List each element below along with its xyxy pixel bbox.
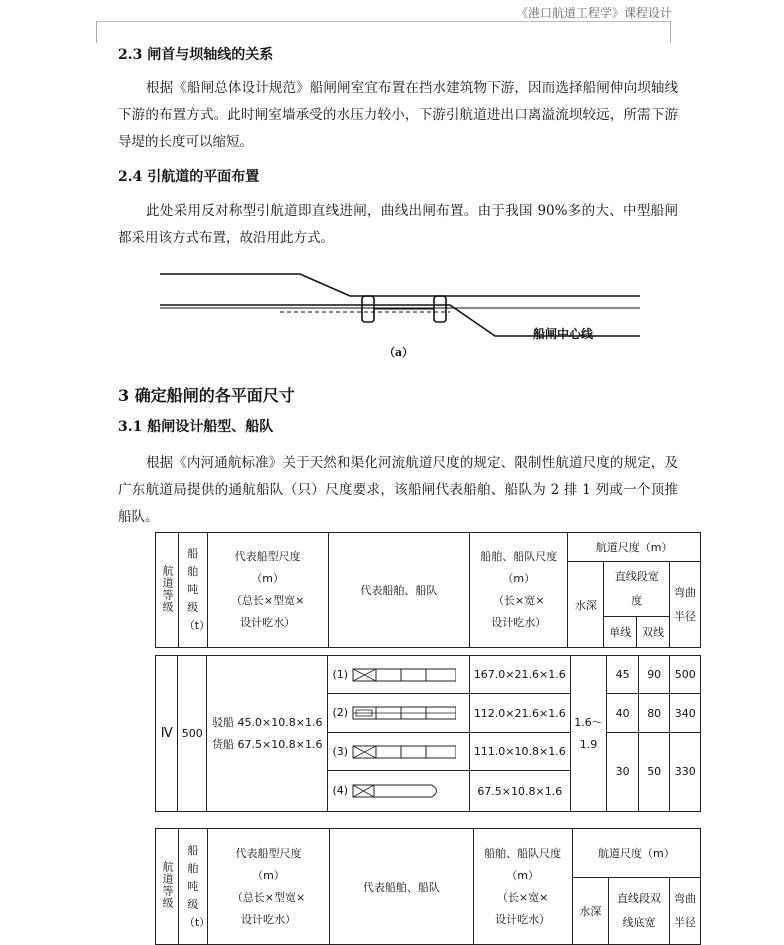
fleet-1-double: 90 xyxy=(638,656,670,694)
t2-th-tonnage: 船舶吨级（t） xyxy=(178,829,207,945)
header-rule xyxy=(96,21,670,22)
fleet-3-single: 30 xyxy=(607,732,639,811)
fleet-3-double: 50 xyxy=(638,732,670,811)
th-straight: 直线段宽度 xyxy=(604,562,670,617)
cell-tonnage: 500 xyxy=(178,656,207,812)
th-depth: 水深 xyxy=(568,562,604,648)
cell-grade: Ⅳ xyxy=(156,656,178,812)
fleet-3-dims: 111.0×10.8×1.6 xyxy=(469,732,570,770)
paragraph-2-4: 此处采用反对称型引航道即直线进闸，曲线出闸布置。由于我国 90%多的大、中型船闸都采用该方式布置，故沿用此方式。 xyxy=(118,203,678,246)
t2-th-bend: 弯曲半径 xyxy=(670,878,701,945)
fleet-2-dims: 112.0×21.6×1.6 xyxy=(469,694,570,732)
fleet-1-bend: 500 xyxy=(670,656,701,694)
fleet-2-bend: 340 xyxy=(670,694,701,732)
table1-body xyxy=(155,655,701,812)
fleet-row-3: (3) xyxy=(328,732,470,770)
t2-th-grade: 航道等级 xyxy=(156,829,179,945)
fleet-row-1: (1) xyxy=(328,656,470,694)
th-grade: 航道等级 xyxy=(156,533,179,648)
t2-th-depth: 水深 xyxy=(572,878,608,945)
fleet-2-single: 40 xyxy=(607,694,639,732)
running-header: 《港口航道工程学》课程设计 xyxy=(515,6,672,20)
figure-caption: （a） xyxy=(384,346,414,359)
centerline-label: 船闸中心线 xyxy=(533,327,594,341)
lock-head-upper xyxy=(362,296,374,322)
t2-th-straight: 直线段双线底宽 xyxy=(609,878,670,945)
fleet-1-single: 45 xyxy=(607,656,639,694)
th-fleet-dims: 船舶、船队尺度 （m） （长×宽× 设计吃水） xyxy=(470,533,568,648)
fleet-1-sketch-icon xyxy=(352,668,456,682)
th-bend: 弯曲半径 xyxy=(670,562,701,648)
fleet-3-sketch-icon xyxy=(352,745,456,759)
fleet-2-double: 80 xyxy=(638,694,670,732)
fleet-2-sketch-icon xyxy=(352,706,456,720)
t2-th-fleet-dims: 船舶、船队尺度 （m） （长×宽× 设计吃水） xyxy=(473,829,572,945)
fleet-row-2: (2) xyxy=(328,694,470,732)
section-heading-2-3: 2.3 闸首与坝轴线的关系 xyxy=(118,47,274,63)
corner-mark-left xyxy=(74,21,97,43)
t2-th-channel: 航道尺度（m） xyxy=(572,829,700,878)
fleet-1-dims: 167.0×21.6×1.6 xyxy=(469,656,570,694)
fleet-4-sketch-icon xyxy=(352,784,442,798)
cell-depth: 1.6～1.9 xyxy=(570,656,607,812)
paragraph-2-3: 根据《船闸总体设计规范》船闸闸室宜布置在挡水建筑物下游，因而选择船闸伸向坝轴线下游的布置方式。此时闸室墙承受的水压力较小，下游引航道进出口离溢流坝较远，所需下游导堤的长度可以缩短。 xyxy=(118,80,678,150)
th-double: 双线 xyxy=(637,617,670,648)
th-single: 单线 xyxy=(604,617,637,648)
fleet-row-4: (4) xyxy=(328,771,470,812)
th-ship-dims: 代表船型尺度 （m） （总长×型宽× 设计吃水） xyxy=(207,533,328,648)
upper-bank-line xyxy=(160,274,640,296)
cell-ship-types: 驳船 45.0×10.8×1.6 货船 67.5×10.8×1.6 xyxy=(207,656,328,812)
paragraph-3-1: 根据《内河通航标准》关于天然和渠化河流航道尺度的规定、限制性航道尺度的规定，及广东航道局提供的通航船队（只）尺度要求，该船闸代表船舶、船队为 2 排 1 列或一个顶推船队。 xyxy=(118,455,678,525)
t2-th-fleet: 代表船舶、船队 xyxy=(330,829,473,945)
th-channel: 航道尺度（m） xyxy=(568,533,701,562)
lock-head-lower xyxy=(434,296,446,322)
t2-th-ship-dims: 代表船型尺度 （m） （总长×型宽× 设计吃水） xyxy=(207,829,329,945)
fleet-3-bend: 330 xyxy=(670,732,701,811)
fleet-4-dims: 67.5×10.8×1.6 xyxy=(469,771,570,812)
section-heading-3-1: 3.1 船闸设计船型、船队 xyxy=(118,419,274,435)
section-heading-2-4: 2.4 引航道的平面布置 xyxy=(118,169,260,185)
th-tonnage: 船舶吨级（t） xyxy=(178,533,207,648)
table1-header xyxy=(155,532,701,648)
th-fleet: 代表船舶、船队 xyxy=(328,533,470,648)
corner-mark-right xyxy=(670,21,693,43)
table2-header xyxy=(155,828,701,945)
section-heading-3: 3 确定船闸的各平面尺寸 xyxy=(118,386,295,405)
